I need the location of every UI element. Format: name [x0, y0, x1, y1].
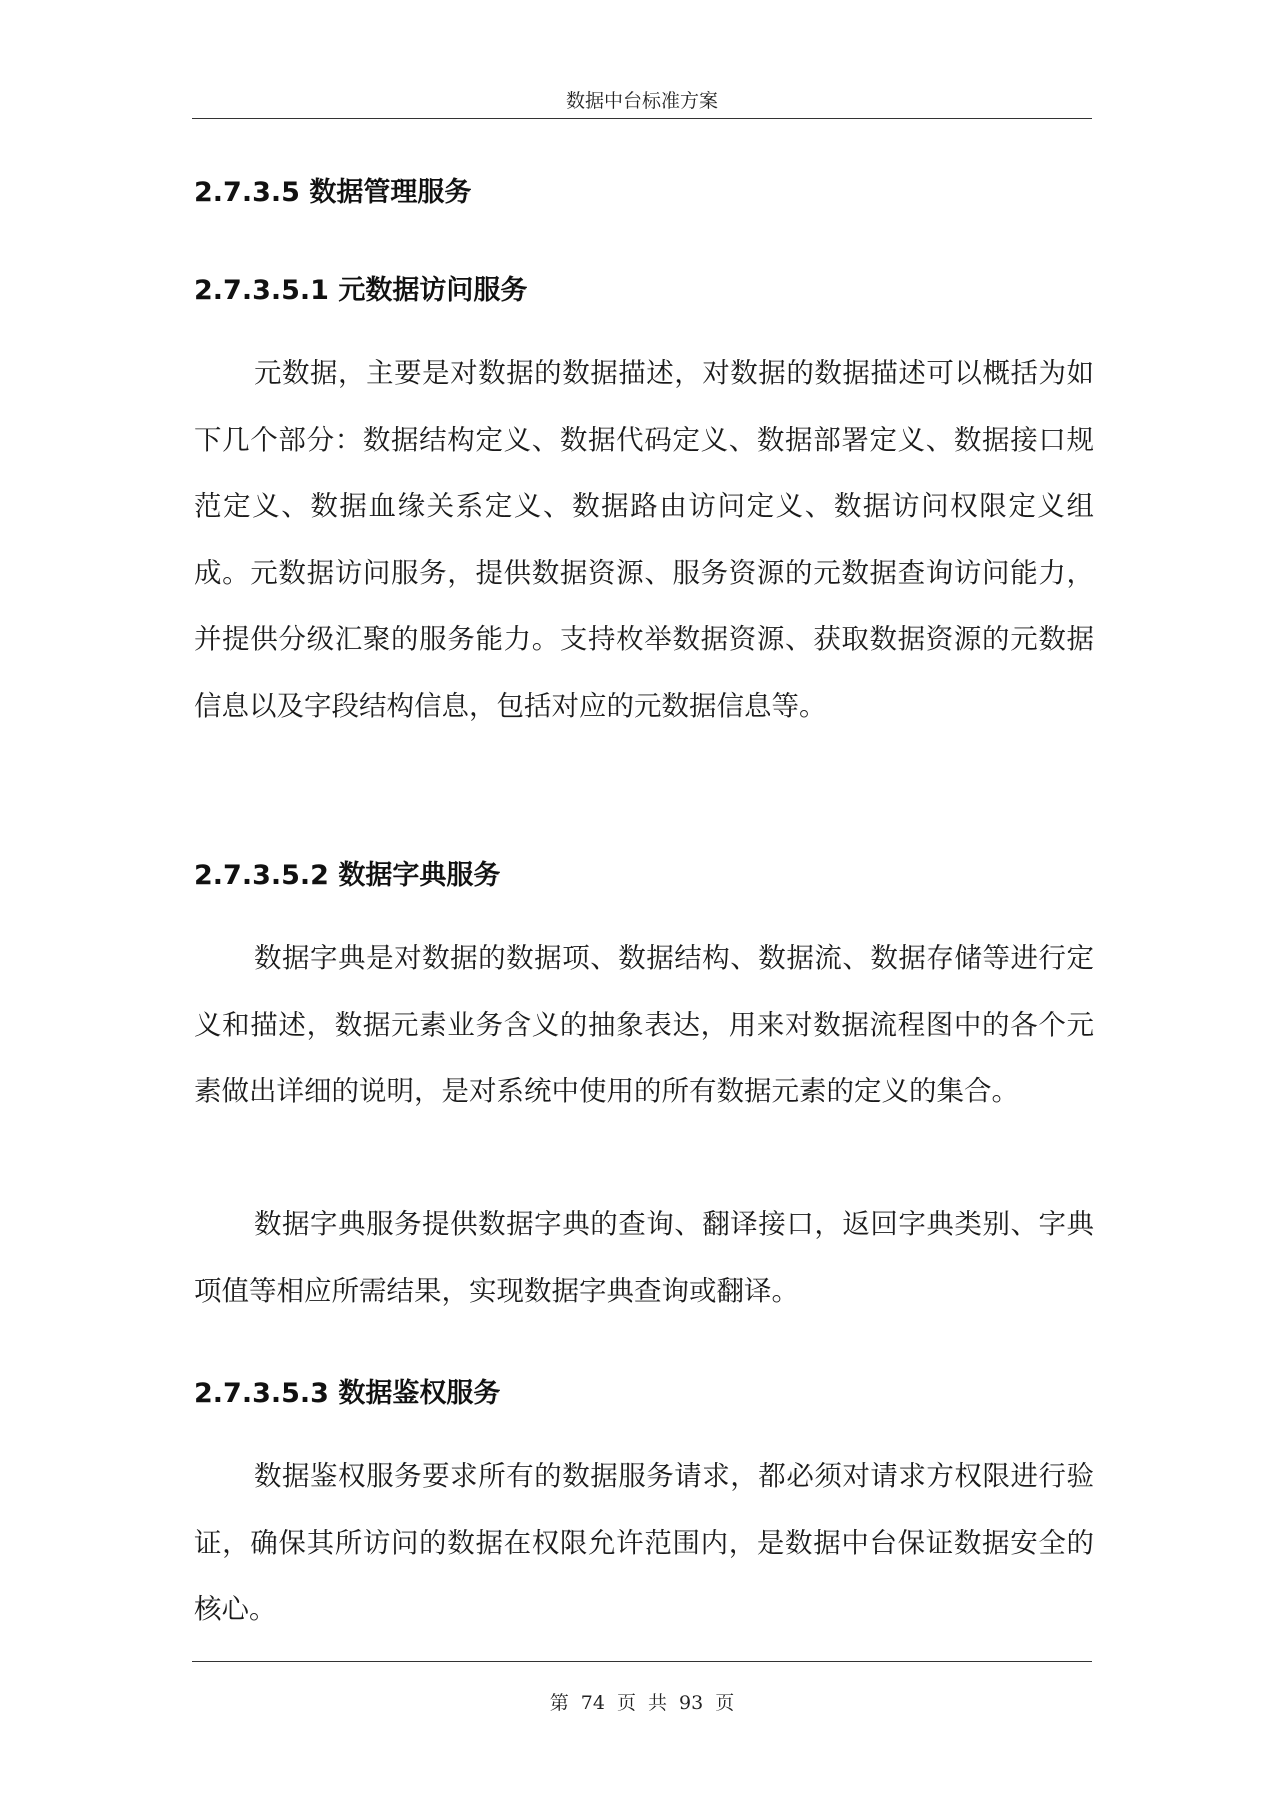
page-number: 第 74 页 共 93 页	[549, 1692, 735, 1714]
paragraph-data-dictionary-service: 数据字典服务提供数据字典的查询、翻译接口，返回字典类别、字典项值等相应所需结果，实现数据字典查询或翻译。	[194, 1208, 1094, 1307]
section-heading-2-7-3-5-2: 2.7.3.5.2 数据字典服务	[194, 860, 501, 891]
paragraph-data-dictionary-definition: 数据字典是对数据的数据项、数据结构、数据流、数据存储等进行定义和描述，数据元素业务含义的抽象表达，用来对数据流程图中的各个元素做出详细的说明，是对系统中使用的所有数据元素的定义的集合。	[194, 942, 1094, 1107]
section-heading-2-7-3-5: 2.7.3.5 数据管理服务	[194, 177, 472, 208]
footer-divider	[192, 1661, 1092, 1662]
paragraph-metadata-access: 元数据，主要是对数据的数据描述，对数据的数据描述可以概括为如下几个部分：数据结构定义、数据代码定义、数据部署定义、数据接口规范定义、数据血缘关系定义、数据路由访问定义、数据访问权限定义组成。元数据访问服务，提供数据资源、服务资源的元数据查询访问能力，并提供分级汇聚的服务能力。支持枚举数据资源、获取数据资源的元数据信息以及字段结构信息，包括对应的元数据信息等。	[194, 357, 1094, 722]
page-header: 数据中台标准方案	[565, 90, 718, 112]
section-heading-2-7-3-5-1: 2.7.3.5.1 元数据访问服务	[194, 275, 528, 306]
header-divider	[192, 118, 1092, 119]
section-heading-2-7-3-5-3: 2.7.3.5.3 数据鉴权服务	[194, 1378, 501, 1409]
paragraph-data-authorization: 数据鉴权服务要求所有的数据服务请求，都必须对请求方权限进行验证，确保其所访问的数据在权限允许范围内，是数据中台保证数据安全的核心。	[194, 1460, 1094, 1625]
